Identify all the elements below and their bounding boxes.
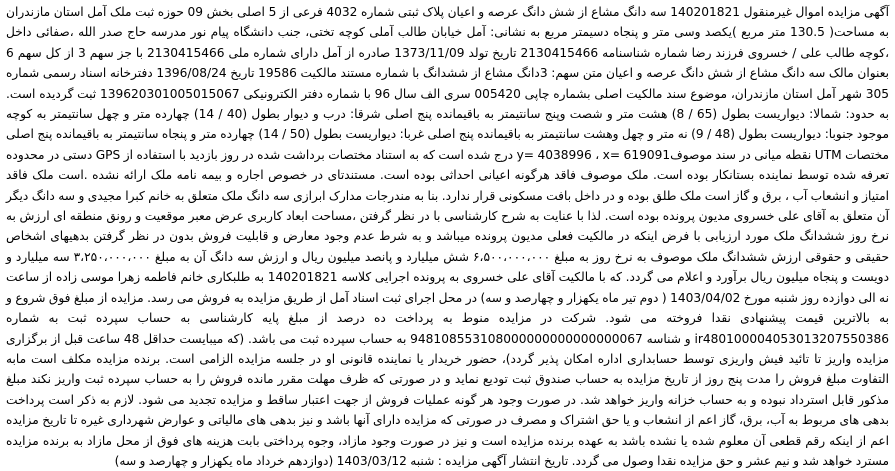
- notice-text: آگهی مزایده اموال غیرمنقول 140201821 سه دانگ مشاع از شش دانگ عرصه و اعیان پلاک ثبتی شماره 4032 فرعی از 5 اصلی بخش 09 حوزه ثبت ملک آمل استان مازندران به مساحت( 130.5 متر مربع )یکصد وسی متر و پنجاه دسیمتر مربع به نشانی: آمل خیابان طالب آملی کوچه تختی، جنب دانشگاه پیام نور مدرسه حاج صدر الله ،صفائی داخل ،کوچه طالب علی / خسروی فرزند رضا شماره شناسنامه 2130415466 تاریخ تولد 1373/11/09 صادره از آمل دارای شماره ملی 2130415466 با جز سهم 3 از کل سهم 6 بعنوان مالک سه دانگ مشاع از شش دانگ عرصه و اعیان متن سهم: 3دانگ مشاع از ششدانگ با شماره مستند مالکیت 19586 تاریخ 1396/08/24 دفترخانه اسناد رسمی شماره 305 شهر آمل استان مازندران، موضوع سند مالکیت اصلی بشماره چاپی 005420 سری الف سال 96 با شماره دفتر الکترونیکی 139620301005015067 ثبت گردیده است. به حدود: شمالا: دیواریست بطول (65 / 8) هشت متر و شصت وپنج سانتیمتر به باقیمانده پنج اصلی شرقا: درب و دیوار بطول (40 / 14) چهارده متر و چهل سانتیمتر به کوچه موجود جنوبا: دیواریست بطول (48 / 9) نه متر و چهل وهشت سانتیمتر به باقیمانده پنج اصلی غربا: دیواریست بطول (50 / 14) چهارده متر و پنجاه سانتیمتر به باقیمانده پنج اصلی مختصات UTM نقطه میانی در سند موصوفy= 4038996 ، x= 619091 درج شده است که به استناد مختصات برداشت شده در روز بازدید با استفاده از GPS دستی در محدوده تعرفه شده توسط نماینده بستانکار بوده است. ملک موصوف فاقد هرگونه اعیانی احداثی بوده است. مستندتای در خصوص اجاره و بیمه نامه ملک ارائه نشده .است ملک فاقد امتیاز و انشعاب آب ، برق و گاز است ملک طلق بوده و در داخل بافت مسکونی قرار ندارد. بنا به مندرجات مدارک ابرازی سه دانگ ملک متعلق به خانم کبرا مجیدی و سه دانگ دیگر آن متعلق به آقای علی خسروی مدیون پرونده بوده است. لذا با عنایت به شرح کارشناسی با در نظر گرفتن ،مساحت ابعاد کاربری عرض معبر موقعیت و رونق منطقه ای ارزش به نرخ روز ششدانگ ملک مورد ارزیابی با فرض اینکه در مالکیت فعلی مدیون پرونده میباشد و به شرط عدم وجود معارض و قابلیت فروش بدون در نظر گرفتن بدهیهای اشخاص حقیقی و حقوقی ارزش ششدانگ ملک موصوف به نرخ روز به مبلغ ۶،۵۰۰،۰۰۰،۰۰۰ شش میلیارد و پانصد میلیون ریال و ارزش سه دانگ آن به مبلغ ۳،۲۵۰،۰۰۰،۰۰۰ سه میلیارد و دویست و پنجاه میلیون ریال برآورد و اعلام می گردد. که با مالکیت آقای علی خسروی به پرونده اجرایی کلاسه 140201821 به طلبکاری خانم فاطمه زهرا موسی زاده از ساعت نه الی دوازده روز شنبه مورخ 1403/04/02 ( دوم تیر ماه یکهزار و چهارصد و سه) در محل اجرای ثبت اسناد آمل از طریق مزایده به فروش می رسد. مزایده از مبلغ فوق شروع و به بالاترین قیمت پیشنهادی نقدا فروخته می شود. شرکت در مزایده منوط به پرداخت ده درصد از مبلغ پایه کارشناسی به حساب سپرده ثبت به شماره ir480100004053013207550386 و شناسه 948108553108000000000000000067 به حساب سپرده ثبت می باشد. (که میبایست حداقل 48 ساعت قبل از برگزاری مزایده واریز تا تائید فیش واریزی توسط حسابداری اداره امکان پذیر گردد)، حضور خریدار یا نماینده قانونی او در جلسه مزایده الزامی است. برنده مزایده مکلف است مابه التفاوت مبلغ فروش را مدت پنج روز از تاریخ مزایده به حساب صندوق ثبت تودیع نماید و در صورتی که ظرف مهلت مقرر مانده فروش را به حساب سپرده ثبت واریز نکند مبلغ مذکور قابل استرداد نبوده و به حساب خزانه واریز خواهد شد. در صورت وجود هر گونه عملیات فروش از جهت اعتبار ساقط و مزایده تجدید می شود. لازم به ذکر است پرداخت بدهی های مربوط به آب، برق، گاز اعم از انشعاب و یا حق اشتراک و مصرف در صورتی که مزایده دارای آنها باشد و نیز بدهی های مالیاتی و عوارض شهرداری غیره تا تاریخ مزایده اعم از اینکه رقم قطعی آن معلوم شده یا نشده باشد به عهده برنده مزایده است و نیز در صورت وجود مازاد، وجوه پرداختی بابت هزینه های فوق از محل مازاد به برنده مزایده مسترد خواهد شد و نیم عشر و حق مزایده نقدا وصول می گردد. تاریخ انتشار آگهی مزایده : شنبه 1403/03/12 (دوازدهم خرداد ماه یکهزار و چهارصد و سه): [6, 5, 890, 468]
